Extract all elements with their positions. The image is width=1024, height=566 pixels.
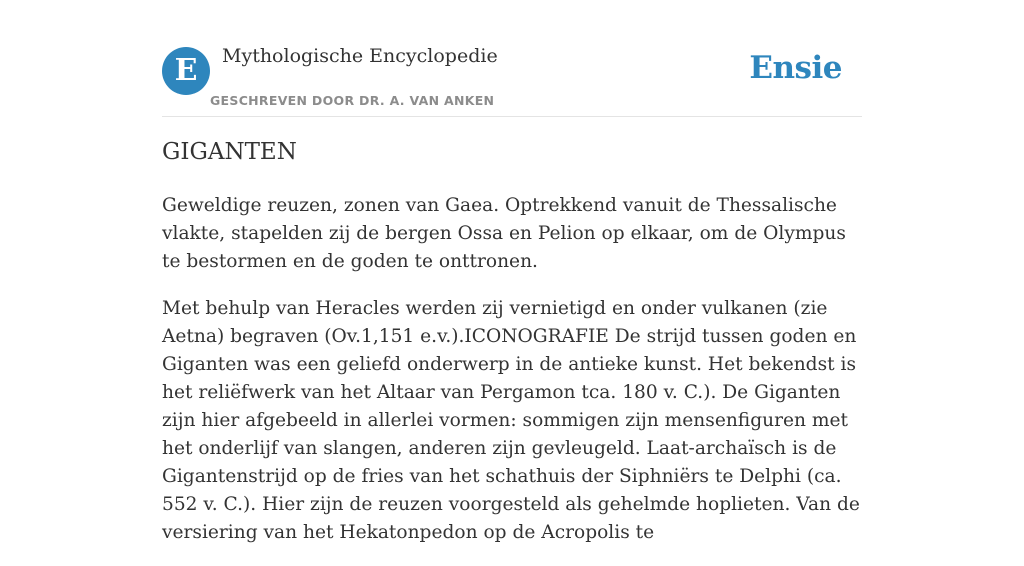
header [162,0,862,117]
entry-paragraph: Met behulp van Heracles werden zij vernietigd en onder vulkanen (zie Aetna) begraven (Ov.1,151 e.v.).ICONOGRAFIE De strijd tussen goden en Giganten was een geliefd onderwerp in de antieke kunst. Het bekendst is het reliëfwerk van het Altaar van Pergamon tca. 180 v. C.). De Giganten zijn hier afgebeeld in allerlei vormen: sommigen zijn mensenfiguren met het onderlijf van slangen, anderen zijn gevleugeld. Laat-archaïsch is de Gigantenstrijd op de fries van het schathuis der Siphniërs te Delphi (ca. 552 v. C.). Hier zijn de reuzen voorgesteld als gehelmde hoplieten. Van de versiering van het Hekatonpedon op de Acropolis te [162,298,860,543]
book-title-link[interactable]: Mythologische Encyclopedie [222,45,498,67]
content-container [162,0,862,543]
entry-body [162,192,862,566]
encyclopedia-logo-icon[interactable]: E [162,47,210,95]
brand-logo-link[interactable]: Ensie [749,50,842,86]
entry-paragraph: Geweldige reuzen, zonen van Gaea. Optrekkend vanuit de Thessalische vlakte, stapelden zij de bergen Ossa en Pelion op elkaar, om de Olympus te bestormen en de goden te onttronen. [162,195,846,272]
entry-title: GIGANTEN [162,139,297,165]
author-byline: GESCHREVEN DOOR DR. A. VAN ANKEN [210,93,495,108]
